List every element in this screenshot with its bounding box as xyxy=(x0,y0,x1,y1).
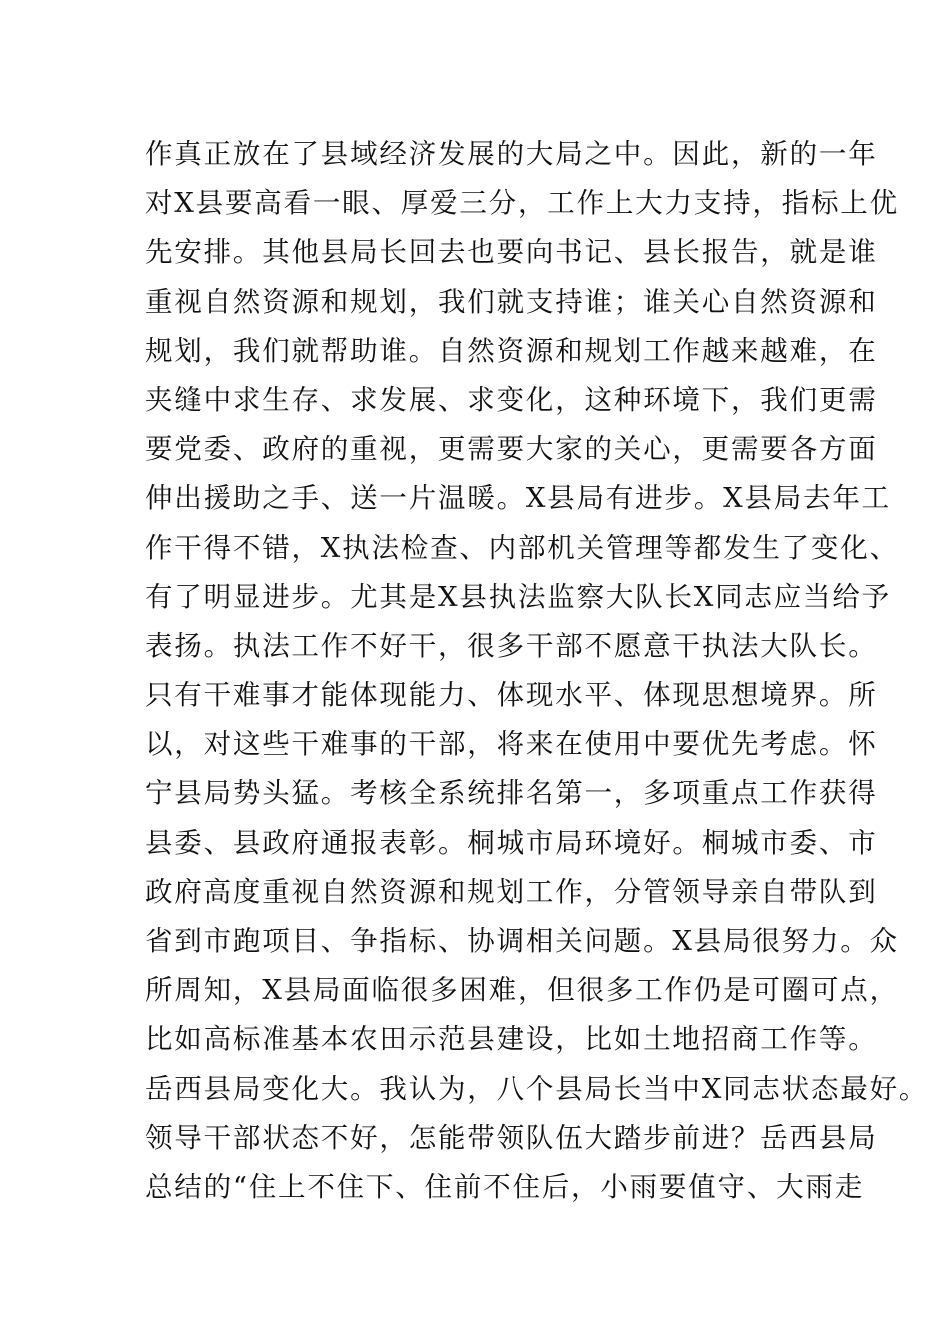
text-line: 宁县局势头猛。考核全系统排名第一，多项重点工作获得 xyxy=(145,777,878,810)
text-line: 省到市跑项目、争指标、协调相关问题。X县局很努力。众 xyxy=(145,925,899,957)
text-line: 规划，我们就帮助谁。自然资源和规划工作越来越难，在 xyxy=(145,334,878,367)
text-line: 夹缝中求生存、求发展、求变化，这种环境下，我们更需 xyxy=(145,383,878,416)
text-line: 总结的“住上不住下、住前不住后，小雨要值守、大雨走 xyxy=(145,1170,865,1203)
text-line: 所周知，X县局面临很多困难，但很多工作仍是可圈可点， xyxy=(145,974,899,1007)
text-line: 比如高标准基本农田示范县建设，比如土地招商工作等。 xyxy=(145,1023,878,1056)
text-line: 作真正放在了县域经济发展的大局之中。因此，新的一年 xyxy=(145,138,878,170)
text-line: 重视自然资源和规划，我们就支持谁；谁关心自然资源和 xyxy=(145,285,878,318)
text-line: 领导干部状态不好，怎能带领队伍大踏步前进？岳西县局 xyxy=(145,1121,878,1154)
body-text xyxy=(145,130,929,1212)
text-line: 以，对这些干难事的干部，将来在使用中要优先考虑。怀 xyxy=(145,728,878,761)
text-line: 县委、县政府通报表彰。桐城市局环境好。桐城市委、市 xyxy=(145,826,878,859)
text-line: 作干得不错，X执法检查、内部机关管理等都发生了变化、 xyxy=(145,531,899,564)
text-line: 对X县要高看一眼、厚爱三分，工作上大力支持，指标上优 xyxy=(145,187,899,220)
text-line: 要党委、政府的重视，更需要大家的关心，更需要各方面 xyxy=(145,433,878,466)
text-line: 政府高度重视自然资源和规划工作，分管领导亲自带队到 xyxy=(145,875,878,908)
text-line: 表扬。执法工作不好干，很多干部不愿意干执法大队长。 xyxy=(145,629,878,662)
text-line: 有了明显进步。尤其是X县执法监察大队长X同志应当给予 xyxy=(145,580,891,613)
text-line: 岳西县局变化大。我认为，八个县局长当中X同志状态最好。 xyxy=(145,1072,929,1105)
text-line: 先安排。其他县局长回去也要向书记、县长报告，就是谁 xyxy=(145,236,878,269)
text-line: 伸出援助之手、送一片温暖。X县局有进步。X县局去年工 xyxy=(145,482,891,515)
text-line: 只有干难事才能体现能力、体现水平、体现思想境界。所 xyxy=(145,679,878,712)
